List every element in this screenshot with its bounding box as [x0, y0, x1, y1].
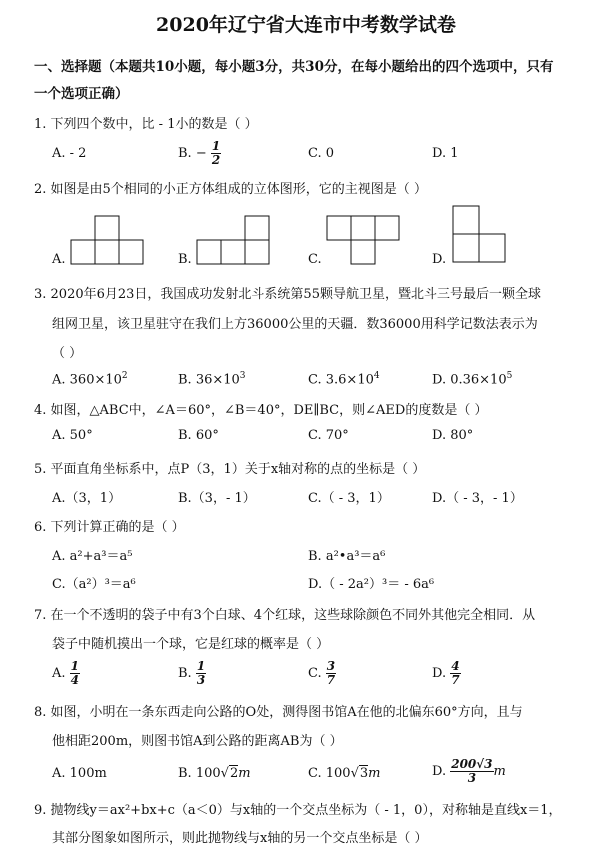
q8-option-c: C. 100√3m [308, 766, 381, 781]
q8-option-b: B. 100√2m [178, 766, 251, 781]
q3-line2: 组网卫星，该卫星驻守在我们上方36000公里的天疆．数36000用科学记数法表示为 [52, 317, 538, 332]
q3-option-b: B. $36\times 10^3$ [178, 371, 246, 388]
q8-line1: 8. 如图，小明在一条东西走向公路的O处，测得图书馆A在他的北偏东60°方向，且与 [34, 705, 523, 720]
q7-option-d: D. $\frac{4}{7}$ [432, 659, 460, 687]
q1-option-c: C. 0 [308, 146, 335, 161]
q3-line3: （ ） [52, 346, 83, 361]
q1-option-a: A. - 2 [52, 146, 87, 161]
q1-option-b-fraction: $\frac{1}{2}$ [211, 139, 221, 167]
q6-stem: 6. 下列计算正确的是（ ） [34, 520, 185, 535]
q7-option-c-fraction: $\frac{3}{7}$ [326, 659, 336, 687]
q2-stem: 2. 如图是由5个相同的小正方体组成的立体图形，它的主视图是（ ） [34, 182, 427, 197]
q7-option-b: B. $\frac{1}{3}$ [178, 659, 206, 687]
section-heading-line2: 一个选项正确） [34, 86, 129, 102]
q6-option-c: C.（a²）³＝a⁶ [52, 577, 136, 592]
q5-option-b: B.（3，- 1） [178, 491, 256, 506]
q5-option-d: D.（ - 3，- 1） [432, 491, 523, 506]
q6-option-d: D.（ - 2a²）³＝ - 6a⁶ [308, 577, 435, 592]
q7-option-a-fraction: $\frac{1}{4}$ [70, 659, 80, 687]
q9-line2: 其部分图象如图所示，则此抛物线与x轴的另一个交点坐标是（ ） [52, 831, 428, 846]
q9-line1: 9. 抛物线y＝ax²+bx+c（a＜0）与x轴的一个交点坐标为（ - 1，0），对称轴是直线x＝1， [34, 803, 562, 818]
q3-option-c: C. $3.6\times 10^4$ [308, 371, 380, 388]
q3-option-a: A. $360\times 10^2$ [52, 371, 128, 388]
q5-option-a: A.（3，1） [52, 491, 122, 506]
q8-option-a: A. 100m [52, 766, 107, 781]
q4-stem: 4. 如图，△ABC中，∠A＝60°，∠B＝40°，DE∥BC，则∠AED的度数是（ ） [34, 403, 488, 418]
q2-option-c: C. [308, 252, 322, 267]
q6-option-a: A. a²+a³＝a⁵ [52, 549, 133, 564]
q7-option-c: C. $\frac{3}{7}$ [308, 659, 336, 687]
q2-option-a: A. [52, 252, 66, 267]
q4-option-d: D. 80° [432, 428, 474, 443]
q8-line2: 他相距200m，则图书馆A到公路的距离AB为（ ） [52, 734, 343, 749]
q7-option-a: A. $\frac{1}{4}$ [52, 659, 80, 687]
q8-option-d-fraction: $\frac{200√3}{3}$ [451, 757, 493, 785]
q8-option-d: D. $\frac{200√3}{3}$ m [432, 757, 506, 785]
q7-line2: 袋子中随机摸出一个球，它是红球的概率是（ ） [52, 637, 330, 652]
q2-option-b: B. [178, 252, 192, 267]
q2-figure-a [70, 214, 150, 266]
q2-figure-d [452, 204, 512, 266]
section-heading-line1: 一、选择题（本题共10小题，每小题3分，共30分，在每小题给出的四个选项中，只有 [34, 59, 554, 75]
q1-stem: 1. 下列四个数中，比 - 1小的数是（ ） [34, 117, 258, 132]
q2-figure-c [326, 214, 406, 266]
q7-option-b-fraction: $\frac{1}{3}$ [196, 659, 206, 687]
q1-option-d: D. 1 [432, 146, 459, 161]
q5-stem: 5. 平面直角坐标系中，点P（3，1）关于x轴对称的点的坐标是（ ） [34, 462, 426, 477]
q5-option-c: C.（ - 3，1） [308, 491, 390, 506]
q3-option-d: D. $0.36\times 10^5$ [432, 371, 513, 388]
q7-line1: 7. 在一个不透明的袋子中有3个白球、4个红球，这些球除颜色不同外其他完全相同．从 [34, 608, 536, 623]
q1-option-b: B. − $\frac{1}{2}$ [178, 139, 221, 167]
q2-option-d: D. [432, 252, 447, 267]
q6-option-b: B. a²•a³＝a⁶ [308, 549, 386, 564]
q4-option-b: B. 60° [178, 428, 219, 443]
q7-option-d-fraction: $\frac{4}{7}$ [451, 659, 460, 687]
q3-line1: 3. 2020年6月23日，我国成功发射北斗系统第55颗导航卫星，暨北斗三号最后一颗全球 [34, 287, 541, 302]
exam-title: 2020年辽宁省大连市中考数学试卷 [156, 14, 456, 36]
q4-option-a: A. 50° [52, 428, 93, 443]
q4-option-c: C. 70° [308, 428, 349, 443]
q2-figure-b [196, 214, 276, 266]
